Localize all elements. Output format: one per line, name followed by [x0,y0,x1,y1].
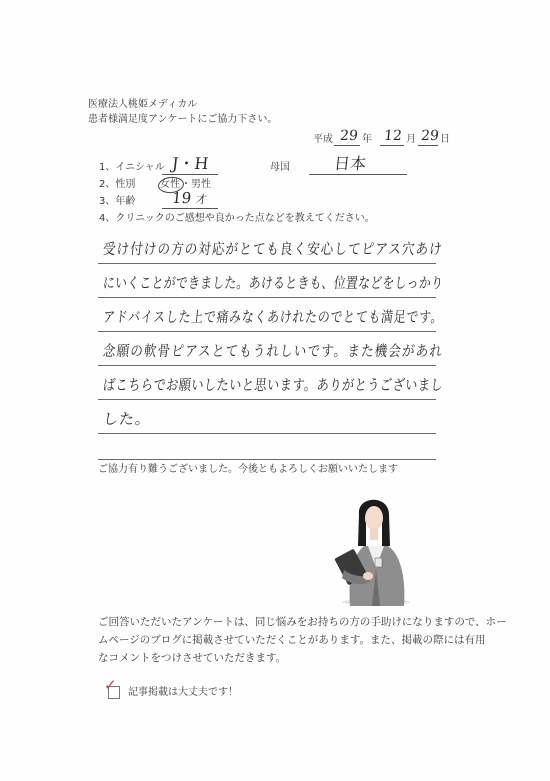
day-value: 29 [420,128,440,144]
thanks-text: ご協力有り難うございました。今後ともよろしくお願いいたします [98,464,398,475]
gender-label: 2、性別 [99,179,136,190]
day-underline [418,145,438,146]
age-label: 3、年齢 [99,196,136,207]
initials-value: J・H [171,154,210,173]
era-label: 平成 [313,134,333,145]
year-underline [334,145,360,146]
staff-photo [330,488,416,606]
month-value: 12 [383,128,403,144]
ruled-line [98,433,436,434]
comment-line: ばこちらでお願いしたいと思います。ありがとうございまし [102,376,445,394]
clinic-name: 医療法人桃姫メディカル [88,99,198,110]
year-label: 年 [362,134,372,145]
ruled-line [98,263,436,264]
country-label: 母国 [270,162,290,173]
initials-underline [162,174,218,175]
comment-line: 念願の軟骨ピアスとてもうれしいです。また機会があれ [102,342,445,360]
age-underline [162,208,218,209]
month-label: 月 [406,134,416,145]
question4-label: 4、クリニックのご感想や良かった点などを教えてください。 [99,213,375,224]
gender-option-male[interactable]: ・男性 [181,179,211,190]
comment-line: した。 [102,410,153,428]
survey-title: 患者様満足度アンケートにご協力下さい。 [88,114,278,125]
consent-label: 記事掲載は大丈夫です！ [128,687,238,698]
notice-line: ご回答いただいたアンケートは、同じ悩みをお持ちの方の手助けになりますので、ホー [98,616,507,628]
ruled-line [98,365,436,366]
comment-line: アドバイスした上で痛みなくあけれたのでとても満足です。 [102,308,445,326]
ruled-line [98,399,436,400]
country-value: 日本 [333,154,368,173]
notice-line: なコメントをつけさせていただきます。 [98,652,287,664]
ruled-line [98,331,436,332]
comment-line: にいくことができました。あけるときも、位置などをしっかり [102,274,445,292]
age-unit: 才 [195,193,208,206]
gender-option-female[interactable]: 女性 [160,179,180,190]
month-underline [380,145,404,146]
day-label: 日 [440,134,450,145]
check-mark-icon: ✓ [104,676,117,694]
age-value: 19 [171,189,193,207]
comment-line: 受け付けの方の対応がとても良く安心してピアス穴あけ [102,240,444,258]
year-value: 29 [339,128,359,144]
ruled-line [98,459,436,460]
initials-label: 1、イニシャル [99,162,165,173]
ruled-line [98,297,436,298]
country-underline [309,174,407,175]
notice-line: ムページのブログに掲載させていただくことがあります。また、掲載の際には有用 [98,634,486,646]
